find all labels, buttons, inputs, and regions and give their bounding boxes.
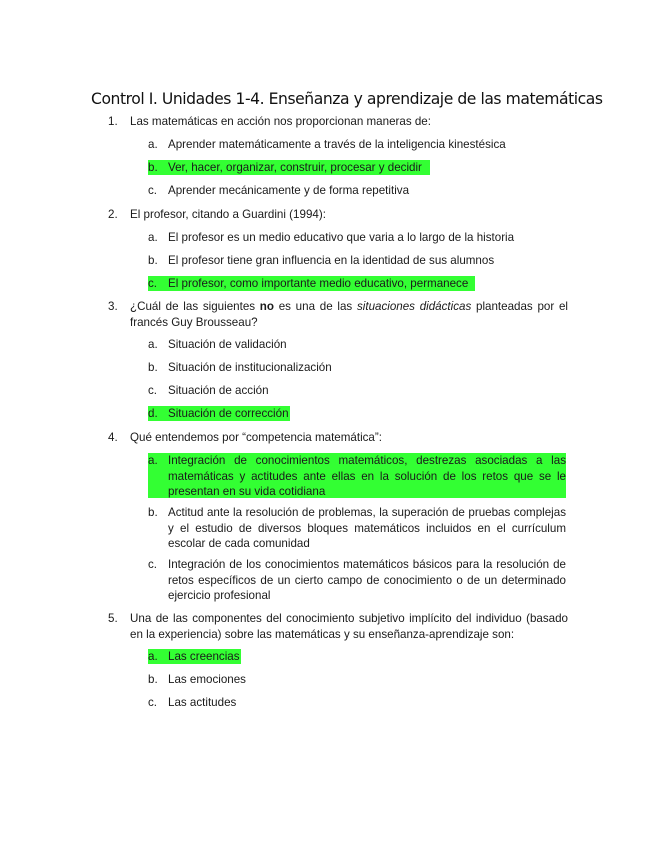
option-letter: b. xyxy=(148,161,158,174)
question-text-part: es una de las xyxy=(273,300,357,313)
option-letter: a. xyxy=(148,454,158,467)
question-number: 2. xyxy=(108,208,118,221)
q3-option-d-correct xyxy=(148,406,566,422)
option-text: Situación de institucionalización xyxy=(168,361,332,374)
option-text: Actitud ante la resolución de problemas, la superación de pruebas complejas y el estudio de diversos bloques matemáticos incluidos en el currículum escolar de cada comunidad xyxy=(168,506,566,550)
option-letter: b. xyxy=(148,506,158,519)
option-text: El profesor, como importante medio educativo, permanece xyxy=(168,277,469,290)
option-text: El profesor tiene gran influencia en la identidad de sus alumnos xyxy=(168,254,495,267)
option-text: Integración de conocimientos matemáticos, destrezas asociadas a las matemáticas y actitudes ante ellas en la solución de los retos que se le presentan en su vida cotidiana xyxy=(168,454,566,498)
q5-option-c xyxy=(148,695,566,711)
option-text: Situación de validación xyxy=(168,338,287,351)
option-letter: c. xyxy=(148,696,158,709)
option-letter: b. xyxy=(148,254,158,267)
option-letter: c. xyxy=(148,184,158,197)
question-number: 3. xyxy=(108,300,118,313)
option-letter: b. xyxy=(148,361,158,374)
question-text: Una de las componentes del conocimiento subjetivo implícito del individuo (basado en la experiencia) sobre las matemáticas y su enseñanza-aprendizaje son: xyxy=(130,612,568,641)
q1-option-b-correct xyxy=(148,160,566,176)
option-text: Integración de los conocimientos matemáticos básicos para la resolución de retos específicos de un cierto campo de conocimiento o de un determinado ejercicio profesional xyxy=(168,558,566,602)
option-letter: a. xyxy=(148,338,158,351)
option-text: El profesor es un medio educativo que varia a lo largo de la historia xyxy=(168,231,515,244)
q5-option-a-correct xyxy=(148,649,566,665)
q2-option-c-correct xyxy=(148,276,566,292)
option-letter: a. xyxy=(148,650,158,663)
question-number: 1. xyxy=(108,115,118,128)
option-letter: c. xyxy=(148,558,158,571)
q2-option-b xyxy=(148,253,566,269)
q3-option-a xyxy=(148,337,566,353)
q3-option-b xyxy=(148,360,566,376)
q4-option-c xyxy=(148,557,566,604)
question-text-italic: situaciones didácticas xyxy=(356,300,472,313)
option-text: Ver, hacer, organizar, construir, procesar y decidir xyxy=(168,161,422,174)
question-text-emphasis: no xyxy=(259,300,274,313)
question-number: 5. xyxy=(108,612,118,625)
question-text-part: planteadas por el francés Guy Brousseau? xyxy=(130,300,568,329)
question-text: Las matemáticas en acción nos proporcionan maneras de: xyxy=(130,115,431,128)
question-2 xyxy=(108,207,568,223)
option-text: Aprender matemáticamente a través de la inteligencia kinestésica xyxy=(168,138,506,151)
q1-option-a xyxy=(148,137,566,153)
option-text: Aprender mecánicamente y de forma repetitiva xyxy=(168,184,410,197)
q4-option-a-correct xyxy=(148,453,566,500)
option-letter: c. xyxy=(148,384,158,397)
q1-option-c xyxy=(148,183,566,199)
question-3 xyxy=(108,299,568,330)
q3-option-c xyxy=(148,383,566,399)
question-text: Qué entendemos por “competencia matemática”: xyxy=(130,431,382,444)
option-letter: b. xyxy=(148,673,158,686)
question-text xyxy=(130,299,568,330)
option-letter: d. xyxy=(148,407,158,420)
question-number: 4. xyxy=(108,431,118,444)
question-4 xyxy=(108,430,568,446)
question-5 xyxy=(108,611,568,642)
question-text-part: ¿Cuál de las siguientes xyxy=(130,300,260,313)
question-text: El profesor, citando a Guardini (1994): xyxy=(130,208,326,221)
option-text: Las actitudes xyxy=(168,696,237,709)
option-letter: c. xyxy=(148,277,158,290)
option-letter: a. xyxy=(148,138,158,151)
option-text: Las emociones xyxy=(168,673,246,686)
q5-option-b xyxy=(148,672,566,688)
option-text: Situación de corrección xyxy=(168,407,289,420)
question-1 xyxy=(108,114,568,130)
page-title: Control I. Unidades 1-4. Enseñanza y aprendizaje de las matemáticas xyxy=(91,90,603,108)
q2-option-a xyxy=(148,230,566,246)
option-letter: a. xyxy=(148,231,158,244)
q4-option-b xyxy=(148,505,566,552)
option-text: Las creencias xyxy=(168,650,240,663)
option-text: Situación de acción xyxy=(168,384,269,397)
